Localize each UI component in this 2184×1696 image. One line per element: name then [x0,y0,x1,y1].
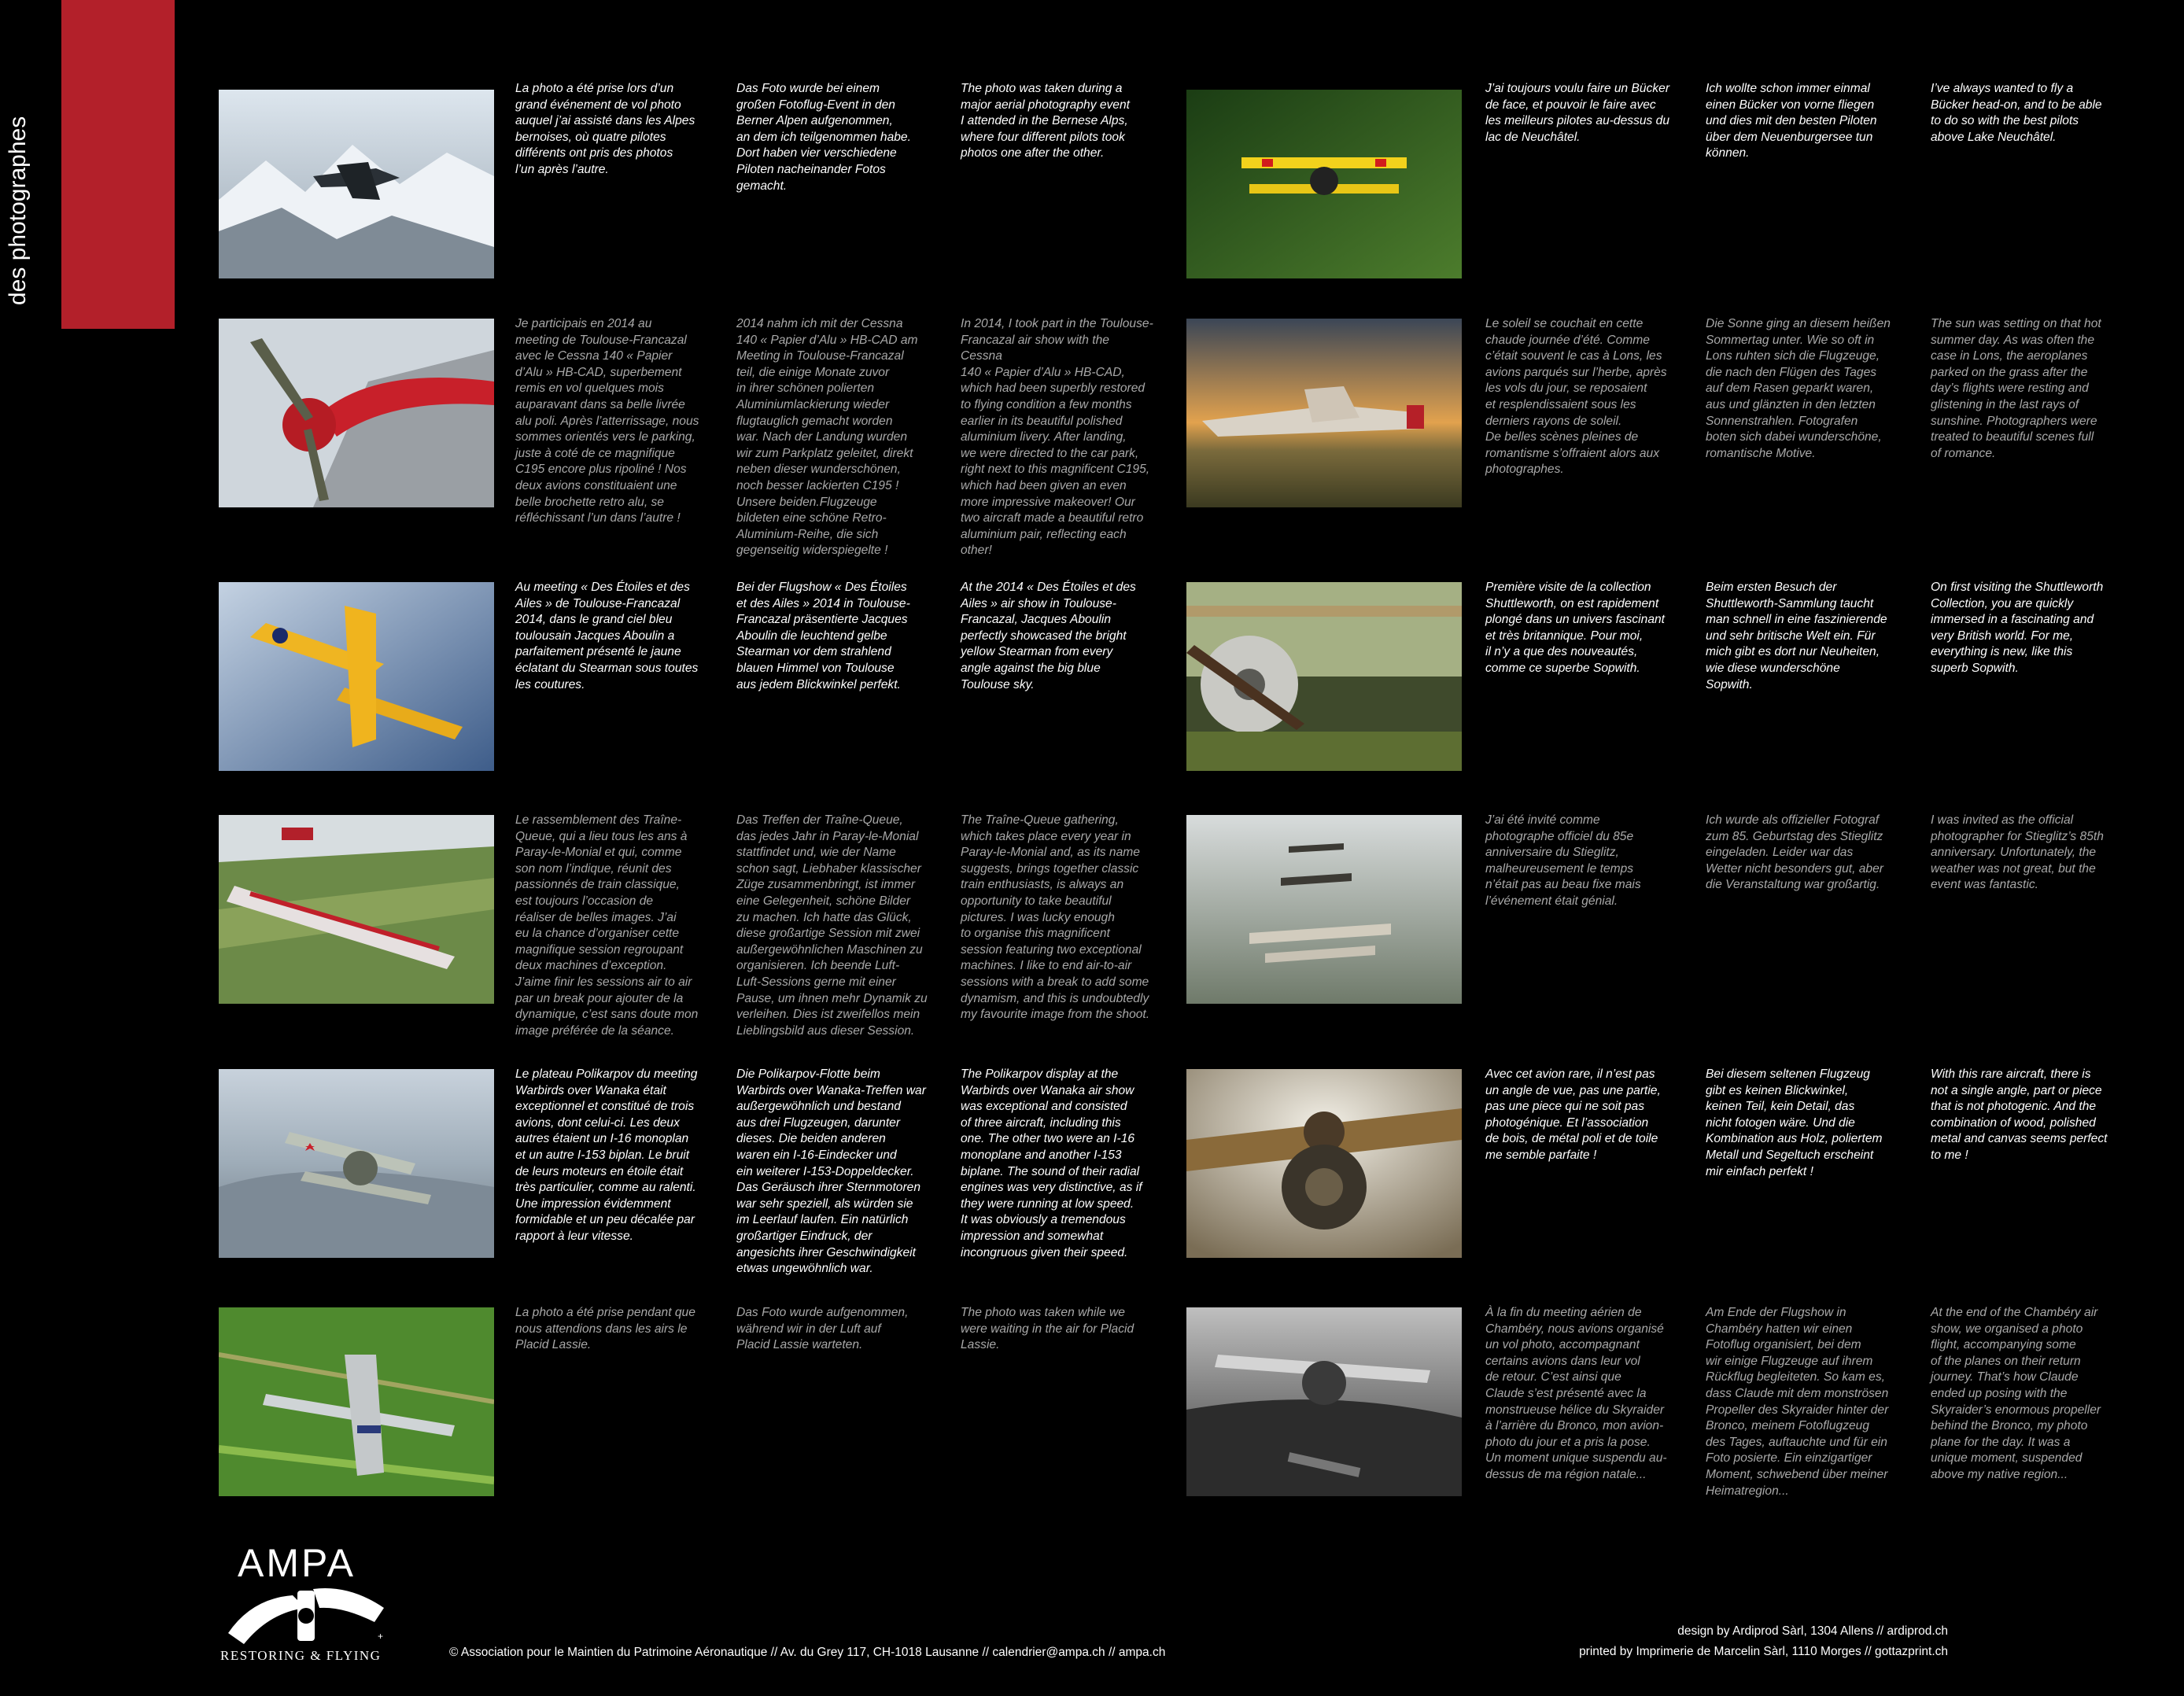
entry-3-text-en: In 2014, I took part in the Toulouse- Francazal air show with the Cessna 140 « Papier d’Alu » HB-CAD, which had been superbly restored to flying condition a few months earlier in its beautiful polished aluminium livery. After landing, we were directed to the car park, right next to this magnificent C195, which had been given an even more impressive makeover! Our two aircraft made a beautiful retro aluminium pair, reflecting each other! [961,317,1153,558]
entry-1-text-en: The photo was taken during a major aerial photography event I attended in the Bernese Alps, where four different pilots took photos one after the other. [961,82,1130,160]
photo-alps-aircraft [219,90,494,278]
entry-3-text-fr: Je participais en 2014 au meeting de Toulouse-Francazal avec le Cessna 140 « Papier d’Alu » HB-CAD, superbement remis en vol quelques mois auparavant dans sa belle livrée alu poli. Après l’atterrissage, nous sommes orientés vers le parking, juste à coté de ce magnifique C195 encore plus ripoliné ! Nos deux avions constituaient une belle brochette retro alu, se réfléchissant l’un dans l’autre ! [515,317,699,525]
photo-dc3-over-fields [219,1307,494,1496]
photo-wooden-propeller [1186,1069,1462,1258]
entry-9-text-fr: Le plateau Polikarpov du meeting Warbirds over Wanaka était exceptionnel et constitué de trois avions, dont celui-ci. Les deux autres étaient un I-16 monoplan et un autre I-153 biplan. Le bruit de leurs moteurs en étoile était très particulier, comme au ralenti. Une impression évidemment formidable et un peu décalée par rapport à leur vitesse. [515,1067,698,1243]
photo-sunset-aircraft [1186,319,1462,507]
entry-4-text-en: The sun was setting on that hot summer day. As was often the case in Lons, the aeroplanes parked on the grass after the day’s flights were resting and glistening in the last rays of sunshine. Photographers were treated to beautiful scenes full of romance. [1931,317,2101,460]
photo-skyraider-bw [1186,1307,1462,1496]
entry-7-text-fr: Le rassemblement des Traîne- Queue, qui a lieu tous les ans à Paray-le-Monial et qui, comme son nom l’indique, réunit des passionnés de train classique, est toujours l’occasion de réaliser de belles images. J’ai eu la chance d’organiser cette magnifique session regroupant deux machines d’exception. J’aime finir les sessions air to air par un break pour ajouter de la dynamique, c’est sans doute mon image préférée de la séance. [515,813,699,1038]
entry-1-text-fr: La photo a été prise lors d’un grand événement de vol photo auquel j’ai assisté dans les Alpes bernoises, où quatre pilotes différents ont pris des photos l’un après l’autre. [515,82,695,176]
logo-tagline: RESTORING & FLYING [220,1648,382,1663]
svg-text:+: + [378,1631,384,1642]
entry-6-text-en: On first visiting the Shuttleworth Collection, you are quickly immersed in a fascinating and very British world. For me, everything is new, like this superb Sopwith. [1931,581,2104,675]
photo-bucker-biplane [1186,90,1462,278]
entry-2-text-de: Ich wollte schon immer einmal einen Bücker von vorne fliegen und dies mit den besten Piloten über dem Neuenburgersee tun können. [1706,82,1877,160]
entry-6-text-de: Beim ersten Besuch der Shuttleworth-Sammlung taucht man schnell in eine faszinierende und sehr britische Welt ein. Für mich gibt es dort nur Neuheiten, wie diese wunderschöne Sopwith. [1706,581,1887,691]
entry-2-text-fr: J’ai toujours voulu faire un Bücker de face, et pouvoir le faire avec les meilleurs pilotes au-dessus du lac de Neuchâtel. [1485,82,1670,144]
entry-1-text-de: Das Foto wurde bei einem großen Fotoflug-Event in den Berner Alpen aufgenommen, an dem ich teilgenommen habe. Dort haben vier verschiedene Piloten nacheinander Fotos gemacht. [736,82,911,193]
entry-12-text-en: At the end of the Chambéry air show, we organised a photo flight, accompanying some of the planes on their return journey. That’s how Claude ended up posing with the Skyraider’s enormous propeller behind the Bronco, my photo plane for the day. It was a unique moment, suspended above my native region... [1931,1306,2101,1481]
photo-cessna-propeller [219,319,494,507]
photo-sopwith-hangar [1186,582,1462,771]
entry-5-text-en: At the 2014 « Des Étoiles et des Ailes » air show in Toulouse- Francazal, Jacques Aboulin perfectly showcased the bright yellow Stearman from every angle against the big blue Toulouse sky. [961,581,1136,691]
entry-7-text-de: Das Treffen der Traîne-Queue, das jedes Jahr in Paray-le-Monial stattfindet und, wie der Name schon sagt, Liebhaber klassischer Züge zusammenbringt, ist immer eine Gelegenheit, schöne Bilder zu machen. Ich hatte das Glück, diese großartige Session mit zwei außergewöhnlichen Maschinen zu organisieren. Ich beende Luft- Luft-Sessions gerne mit einer Pause, um ihnen mehr Dynamik zu verleihen. Dies ist zweifellos mein Lieblingsbild aus dieser Session. [736,813,928,1038]
logo-name: AMPA [238,1541,356,1585]
photo-traine-queue [219,815,494,1004]
entry-4-text-fr: Le soleil se couchait en cette chaude journée d’été. Comme c’était souvent le cas à Lons, les avions parqués sur l’herbe, après les vols du jour, se reposaient et resplendissaient sous les derniers rayons de soleil. De belles scènes pleines de romantisme s’offraient alors aux photographes. [1485,317,1667,477]
entry-5-text-fr: Au meeting « Des Étoiles et des Ailes » de Toulouse-Francazal 2014, dans le grand ciel bleu toulousain Jacques Aboulin a parfaitement présenté le jaune éclatant du Stearman sous toutes les coutures. [515,581,699,691]
photo-stieglitz-formation [1186,815,1462,1004]
entry-11-text-fr: La photo a été prise pendant que nous attendions dans les airs le Placid Lassie. [515,1306,695,1352]
entry-10-text-de: Bei diesem seltenen Flugzeug gibt es keinen Blickwinkel, keinen Teil, kein Detail, das nicht fotogen wäre. Und die Kombination aus Holz, poliertem Metall und Segeltuch erscheint mir einfach perfekt ! [1706,1067,1883,1178]
entry-12-text-fr: À la fin du meeting aérien de Chambéry, nous avions organisé un vol photo, accompagnant certains avions dans leur vol de retour. C’est ainsi que Claude s’est présenté avec la monstrueuse hélice du Skyraider à l’arrière du Bronco, mon avion- photo du jour et a pris la pose. Un moment unique suspendu au- dessus de ma région natale... [1485,1306,1667,1481]
footer-print-credit: printed by Imprimerie de Marcelin Sàrl, 1110 Morges // gottazprint.ch [1579,1645,1948,1658]
entry-7-text-en: The Traîne-Queue gathering, which takes place every year in Paray-le-Monial and, as its name suggests, brings together classic train enthusiasts, is always an opportunity to take beautiful pictures. I was lucky enough to organise this magnificent session featuring two exceptional machines. I like to end air-to-air sessions with a break to add some dynamism, and this is undoubtedly my favourite image from the shoot. [961,813,1150,1022]
footer-contact: © Association pour le Maintien du Patrimoine Aéronautique // Av. du Grey 117, CH-1018 Lausanne // calendrier@ampa.ch // ampa.ch [449,1646,1166,1659]
entry-6-text-fr: Première visite de la collection Shuttleworth, on est rapidement plongé dans un univers fascinant et très britannique. Pour moi, il n’y a que des nouveautés, comme ce superbe Sopwith. [1485,581,1665,675]
entry-10-text-en: With this rare aircraft, there is not a single angle, part or piece that is not photogenic. And the combination of wood, polished metal and canvas seems perfect to me ! [1931,1067,2108,1162]
sidebar-subtitle: des photographes [5,116,31,305]
biplane-logo-icon [220,1576,393,1646]
entry-11-text-de: Das Foto wurde aufgenommen, während wir in der Luft auf Placid Lassie warteten. [736,1306,909,1352]
entry-8-text-fr: J’ai été invité comme photographe officiel du 85e anniversaire du Stieglitz, malheureusement le temps n’était pas au beau fixe mais l’événement était génial. [1485,813,1641,908]
entry-4-text-de: Die Sonne ging an diesem heißen Sommertag unter. Wie so oft in Lons ruhten sich die Flugzeuge, die nach den Flügen des Tages auf dem Rasen geparkt waren, aus und glänzten in den letzten Sonnenstrahlen. Fotografen boten sich dabei wunderschöne, romantische Motive. [1706,317,1891,460]
entry-11-text-en: The photo was taken while we were waiting in the air for Placid Lassie. [961,1306,1134,1352]
photo-polikarpov [219,1069,494,1258]
entry-8-text-en: I was invited as the official photographer for Stieglitz’s 85th anniversary. Unfortunately, the weather was not great, but the event was fantastic. [1931,813,2104,892]
entry-2-text-en: I’ve always wanted to fly a Bücker head-on, and to be able to do so with the best pilots above Lake Neuchâtel. [1931,82,2102,144]
footer-design-credit: design by Ardiprod Sàrl, 1304 Allens // ardiprod.ch [1677,1624,1948,1638]
sidebar-banner [5,0,175,329]
entry-10-text-fr: Avec cet avion rare, il n’est pas un angle de vue, pas une partie, pas une piece qui ne soit pas photogénique. Et l’association de bois, de métal poli et de toile me semble parfaite ! [1485,1067,1661,1162]
entry-5-text-de: Bei der Flugshow « Des Étoiles et des Ailes » 2014 in Toulouse- Francazal präsentierte Jacques Aboulin die leuchtend gelbe Stearman vor dem strahlend blauen Himmel von Toulouse aus jedem Blickwinkel perfekt. [736,581,910,691]
entry-3-text-de: 2014 nahm ich mit der Cessna 140 « Papier d’Alu » HB-CAD am Meeting in Toulouse-Francazal teil, die einige Monate zuvor in ihrer schönen polierten Aluminiumlackierung wieder flugtauglich gemacht worden war. Nach der Landung wurden wir zum Parkplatz geleitet, direkt neben dieser wunderschönen, noch besser lackierten C195 ! Unsere beiden.Flugzeuge bildeten eine schöne Retro- Aluminium-Reihe, die sich gegenseitig widerspiegelte ! [736,317,918,558]
photo-stearman-yellow [219,582,494,771]
entry-9-text-de: Die Polikarpov-Flotte beim Warbirds over Wanaka-Treffen war außergewöhnlich und bestand aus drei Flugzeugen, darunter dieses. Die beiden anderen waren ein I-16-Eindecker und ein weiterer I-153-Doppeldecker. Das Geräusch ihrer Sternmotoren war sehr speziell, als würden sie im Leerlauf laufen. Ein natürlich großartiger Eindruck, der angesichts ihrer Geschwindigkeit etwas ungewöhnlich war. [736,1067,926,1276]
entry-8-text-de: Ich wurde als offizieller Fotograf zum 85. Geburtstag des Stieglitz eingeladen. Leider war das Wetter nicht besonders gut, aber die Veranstaltung war großartig. [1706,813,1883,892]
entry-9-text-en: The Polikarpov display at the Warbirds over Wanaka air show was exceptional and consisted of three aircraft, including this one. The other two were an I-16 monoplane and another I-153 biplane. The sound of their radial engines was very distinctive, as if they were running at low speed. It was obviously a tremendous impression and somewhat incongruous given their speed. [961,1067,1142,1259]
entry-12-text-de: Am Ende der Flugshow in Chambéry hatten wir einen Fotoflug organisiert, bei dem wir einige Flugzeuge auf ihrem Rückflug begleiteten. So kam es, dass Claude mit dem monströsen Propeller des Skyraider hinter der Bronco, meinem Fotoflugzeug des Tages, auftauchte und für ein Foto posierte. Ein einzigartiger Moment, schwebend über meiner Heimatregion... [1706,1306,1889,1498]
